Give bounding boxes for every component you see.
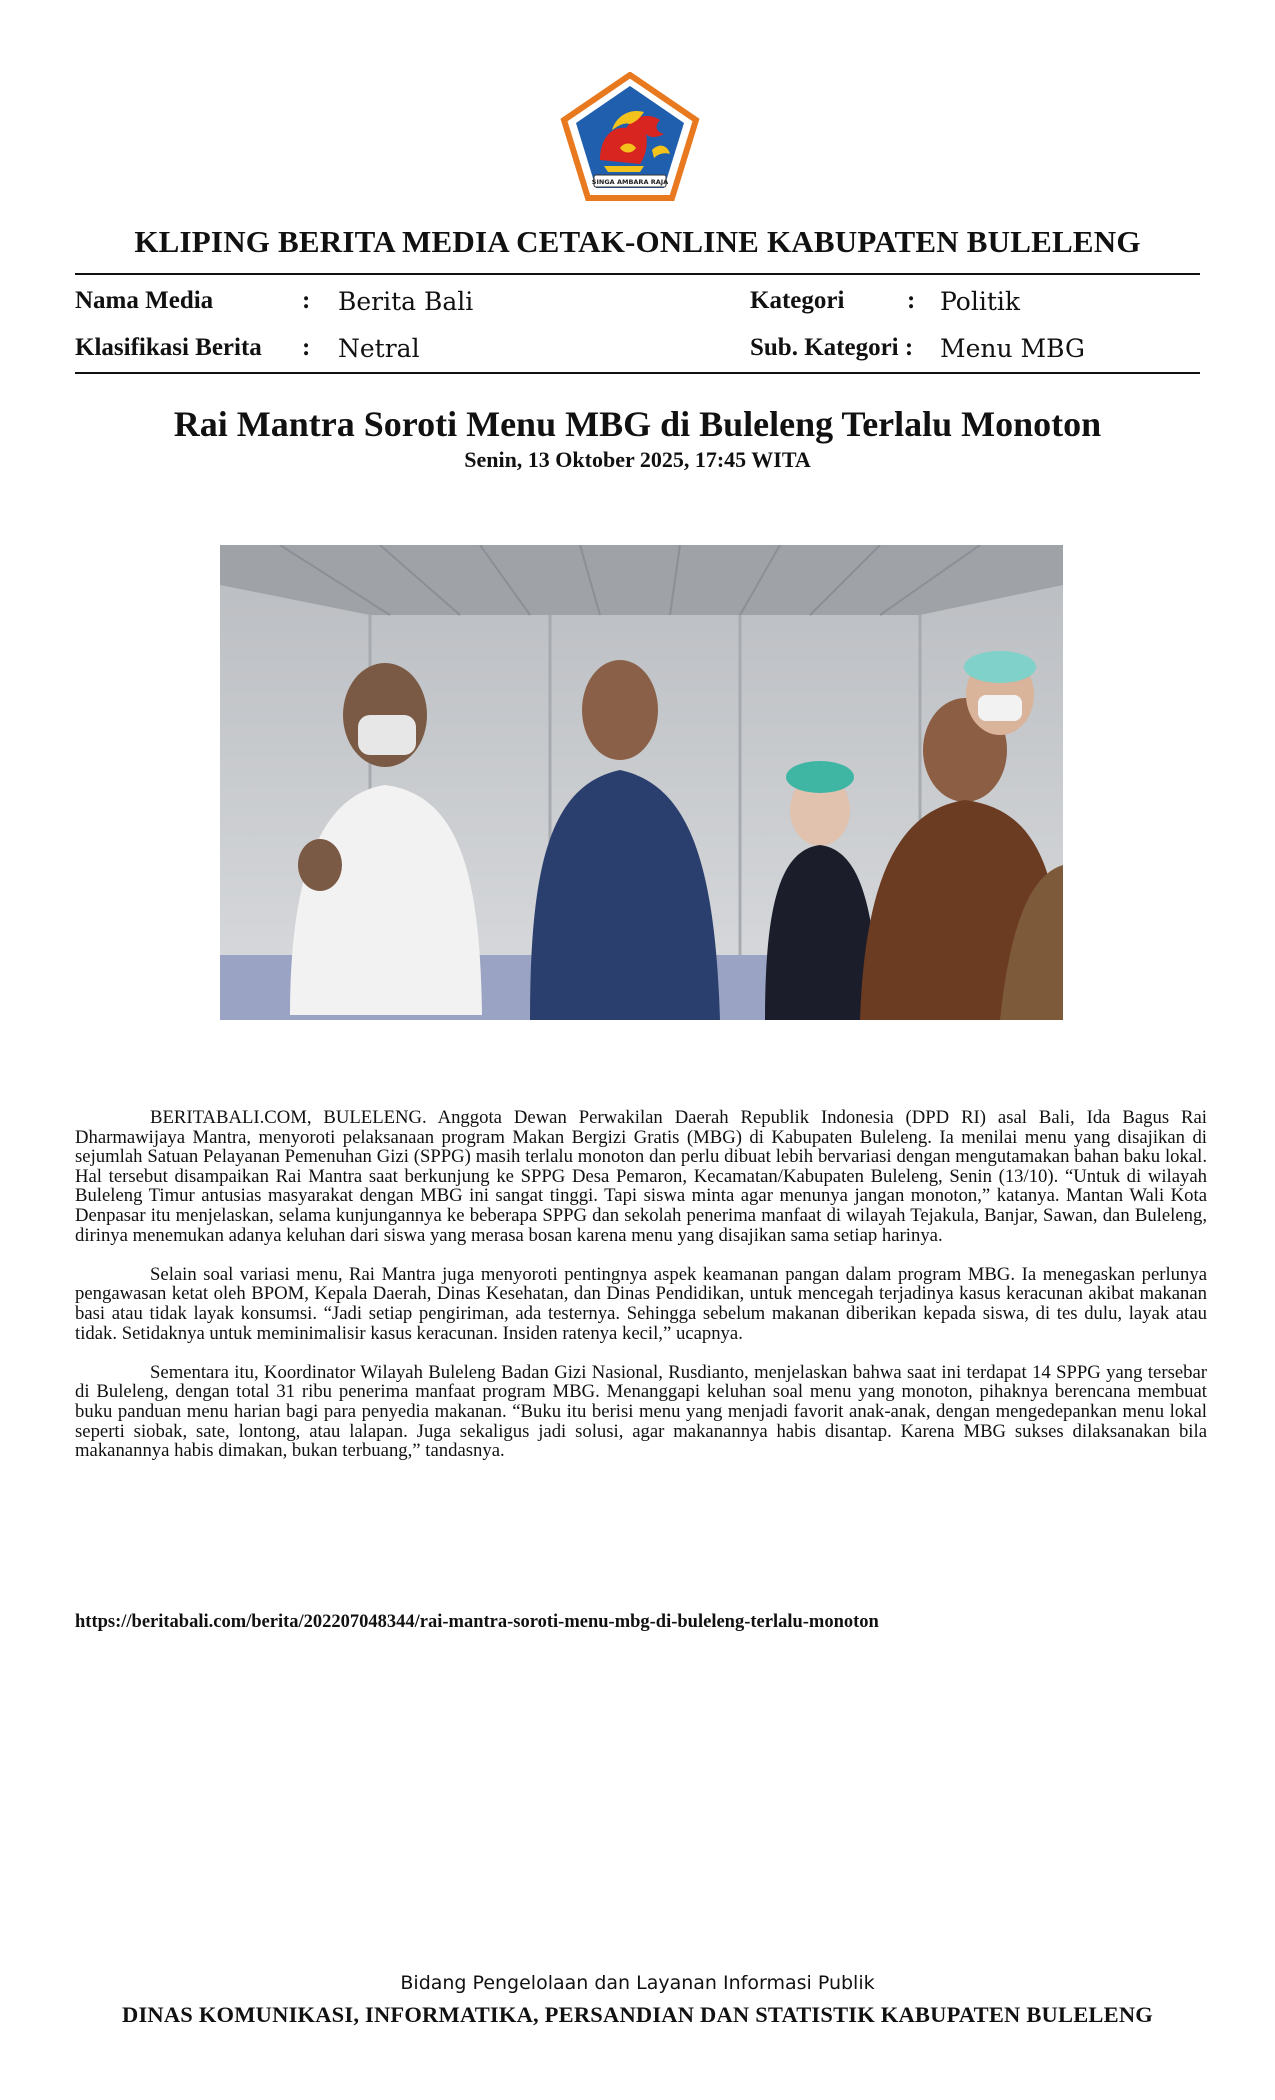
header-bottom-divider: [75, 372, 1200, 374]
media-label-cell: [75, 285, 213, 316]
media-value: Berita Bali: [338, 287, 474, 316]
buleleng-emblem-logo: [560, 72, 700, 202]
subcategory-value-cell: [940, 334, 1085, 364]
article-headline: Rai Mantra Soroti Menu MBG di Buleleng Terlalu Monoton: [173, 404, 1102, 444]
article-paragraph-3: Sementara itu, Koordinator Wilayah Buleleng Badan Gizi Nasional, Rusdianto, menjelaskan bahwa saat ini terdapat 14 SPPG yang tersebar di Buleleng, dengan total 31 ribu penerima manfaat program MBG. Menanggapi keluhan soal menu yang monoton, pihaknya berencana membuat buku panduan menu harian bagi para penyedia makanan. “Buku itu berisi menu yang menjadi favorit anak-anak, dengan mengedepankan menu lokal seperti siobak, sate, lontong, atau lalapan. Juga sekaligus jadi solusi, agar makanannya habis disantap. Karena MBG sukses dilaksanakan bila makanannya habis dimakan, bukan terbuang,” tandasnya.: [75, 1361, 1207, 1462]
classification-value-cell: [338, 334, 420, 364]
article-paragraph-1: BERITABALI.COM, BULELENG. Anggota Dewan Perwakilan Daerah Republik Indonesia (DPD RI) asal Bali, Ida Bagus Rai Dharmawijaya Mantra, menyoroti pelaksanaan program Makan Bergizi Gratis (MBG) di Kabupaten Buleleng. Ia menilai menu yang disajikan di sejumlah Satuan Pelayanan Pemenuhan Gizi (SPPG) masih terlalu monoton dan perlu dibuat lebih bervariasi dengan mengutamakan bahan baku lokal. Hal tersebut disampaikan Rai Mantra saat berkunjung ke SPPG Desa Pemaron, Kecamatan/Kabupaten Buleleng, Senin (13/10). “Untuk di wilayah Buleleng Timur antusias masyarakat dengan MBG ini sangat tinggi. Tapi siswa minta agar menunya jangan monoton,” katanya. Mantan Wali Kota Denpasar itu menjelaskan, selama kunjungannya ke beberapa SPPG dan sekolah penerima manfaat di wilayah Tejakula, Banjar, Sawan, dan Buleleng, dirinya menemukan adanya keluhan dari siswa yang merasa bosan karena menu yang disajikan sama setiap harinya.: [75, 1107, 1207, 1246]
media-label: Nama Media: [75, 287, 214, 314]
article-body: [75, 1108, 1207, 1480]
classification-colon: :: [302, 334, 311, 361]
article-photo-image: [220, 545, 1063, 1020]
footer-department: DINAS KOMUNIKASI, INFORMATIKA, PERSANDIAN DAN STATISTIK KABUPATEN BULELENG: [122, 2002, 1153, 2027]
subcategory-label: Sub. Kategori :: [750, 334, 914, 361]
classification-value: Netral: [338, 334, 420, 363]
classification-label: Klasifikasi Berita: [75, 334, 262, 361]
article-paragraph-2: Selain soal variasi menu, Rai Mantra juga menyoroti pentingnya aspek keamanan pangan dalam program MBG. Ia menegaskan perlunya pengawasan ketat oleh BPOM, Kepala Daerah, Dinas Kesehatan, dan Dinas Pendidikan, untuk mencegah terjadinya kasus keracunan akibat makanan basi atau tidak layak konsumsi. “Jadi setiap pengiriman, ada testernya. Sehingga sebelum makanan diberikan kepada siswa, di tes dulu, layak atau tidak. Setidaknya untuk meminimalisir kasus keracunan. Insiden ratenya kecil,” ucapnya.: [75, 1263, 1207, 1344]
document-title: KLIPING BERITA MEDIA CETAK-ONLINE KABUPATEN BULELENG: [134, 224, 1141, 259]
classification-label-cell: [75, 332, 262, 363]
header-top-divider: [75, 273, 1200, 275]
media-value-cell: [338, 287, 473, 317]
category-value: Politik: [940, 287, 1021, 316]
subcategory-value: Menu MBG: [940, 334, 1085, 363]
category-value-cell: [940, 287, 1020, 317]
buleleng-emblem-icon: [560, 72, 700, 202]
category-colon: :: [907, 287, 916, 314]
category-label-cell: [750, 285, 844, 316]
subcategory-label-cell: [750, 332, 913, 363]
article-photo: [220, 545, 1063, 1020]
media-colon: :: [302, 287, 311, 314]
article-dateline: Senin, 13 Oktober 2025, 17:45 WITA: [464, 447, 811, 472]
category-label: Kategori: [750, 287, 845, 314]
footer-division: Bidang Pengelolaan dan Layanan Informasi Publik: [400, 1972, 875, 1994]
emblem-motto: SINGA AMBARA RAJA: [591, 178, 669, 186]
source-url: https://beritabali.com/berita/202207048344/rai-mantra-soroti-menu-mbg-di-buleleng-terlalu-monoton: [75, 1612, 879, 1632]
